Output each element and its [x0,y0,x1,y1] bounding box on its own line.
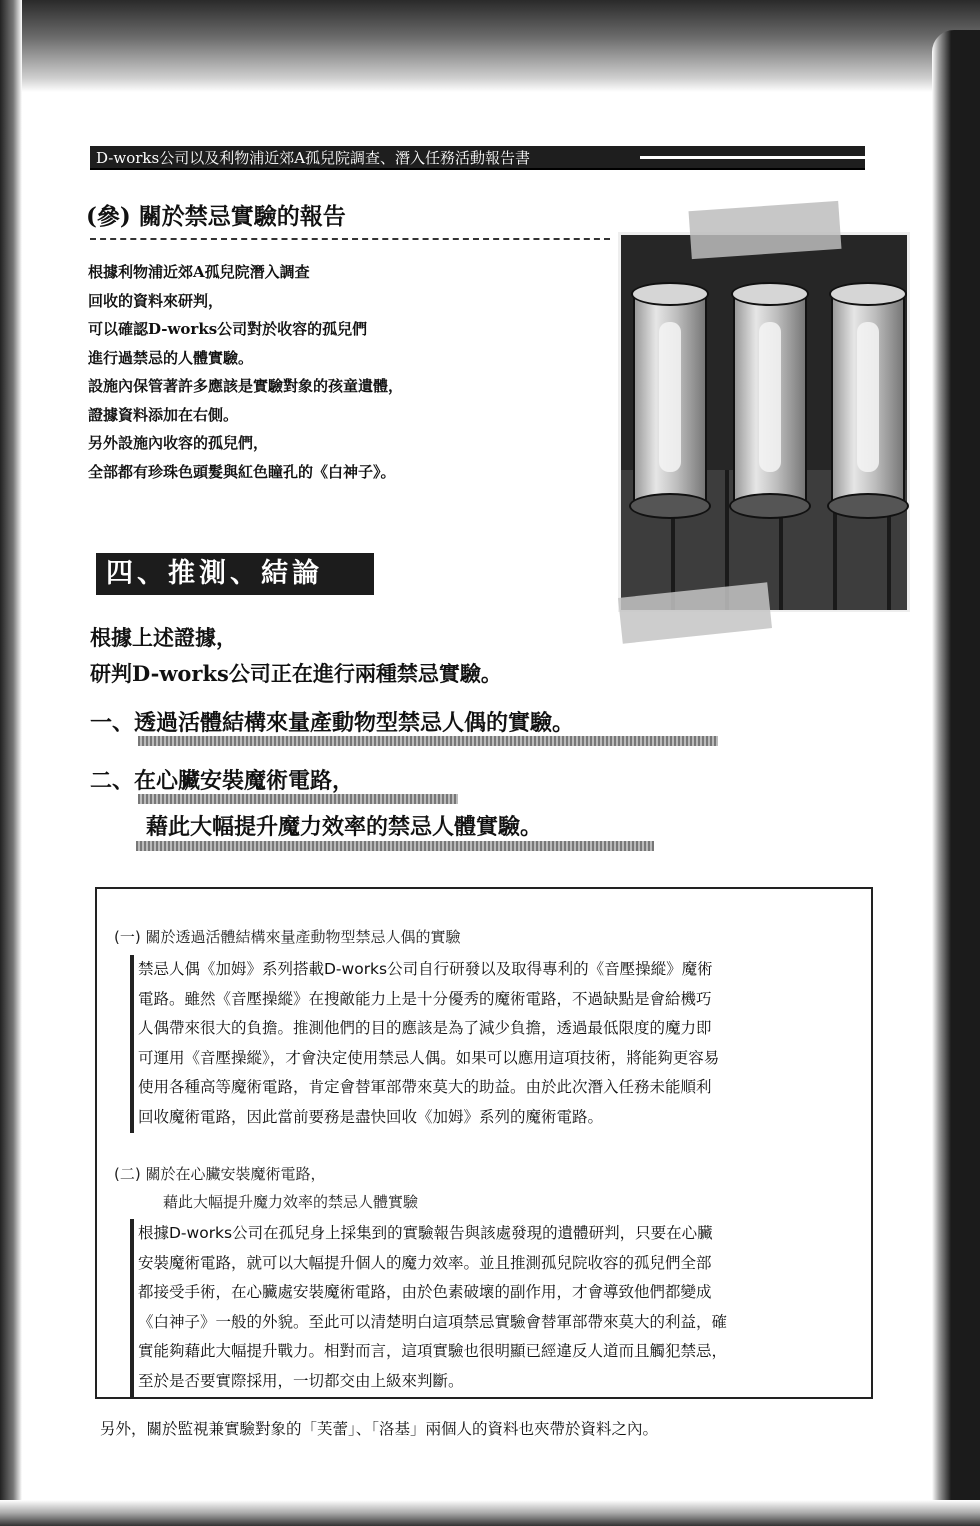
section3-line: 全部都有珍珠色頭髮與紅色瞳孔的《白神子》。 [88,462,396,481]
section3-line: 另外設施內收容的孤兒們， [88,434,269,452]
detail1-line: 使用各種高等魔術電路，肯定會替軍部帶來莫大的助益。由於此次潛入任務未能順利 [138,1078,712,1097]
header-rule [640,156,865,159]
specimen-figure [857,322,879,472]
detail2-line: 安裝魔術電路，就可以大幅提升個人的魔力效率。並且推測孤兒院收容的孤兒們全部 [138,1253,712,1272]
section3-title: (參) 關於禁忌實驗的報告 [86,203,346,230]
specimen-figure [659,322,681,472]
scan-edge-left [0,0,22,1526]
scan-edge-top [0,0,980,92]
section3-paragraph [88,258,528,486]
experiment-item-1: 一、透過活體結構來量產動物型禁忌人偶的實驗。 [90,710,575,736]
detail1-paragraph [130,955,858,1133]
detail2-line: 《白神子》一般的外貌。至此可以清楚明白這項禁忌實驗會替軍部帶來莫大的利益，確 [138,1312,728,1331]
detail2-line: 至於是否要實際採用，一切都交由上級來判斷。 [138,1371,464,1390]
section4-lead [90,620,502,692]
detail1-line: 禁忌人偶《加姆》系列搭載D-works公司自行研發以及取得專利的《音壓操縱》魔術 [138,960,713,978]
section3-line: 證據資料添加在右側。 [88,405,239,424]
report-header-text: D-works公司以及利物浦近郊A孤兒院調查、潛入任務活動報告書 [96,149,531,167]
specimen-tubes-photo [618,232,910,612]
specimen-tube [733,290,807,509]
scan-edge-right [932,30,980,1526]
section3-line: 根據利物浦近郊A孤兒院潛入調查 [88,263,310,281]
detail1-line: 電路。雖然《音壓操縱》在搜敵能力上是十分優秀的魔術電路，不過缺點是會給機巧 [138,989,712,1008]
item2-underline [138,794,458,804]
footnote: 另外，關於監視兼實驗對象的「芙蕾」、「洛基」兩個人的資料也夾帶於資料之內。 [100,1420,659,1438]
detail2-heading-line2: 藉此大幅提升魔力效率的禁忌人體實驗 [163,1193,419,1211]
section4-lead-line: 根據上述證據， [90,625,237,650]
detail1-line: 人偶帶來很大的負擔。推測他們的目的應該是為了減少負擔，透過最低限度的魔力即 [138,1019,712,1038]
section3-line: 可以確認D-works公司對於收容的孤兒們 [88,320,368,338]
section3-line: 回收的資料來研判， [88,291,224,310]
detail2-paragraph [130,1219,858,1397]
section3-line: 設施內保管著許多應該是實驗對象的孩童遺體， [88,377,404,395]
specimen-tube [831,290,905,509]
detail2-line: 實能夠藉此大幅提升戰力。相對而言，這項實驗也很明顯已經違反人道而且觸犯禁忌， [138,1342,728,1361]
detail1-line: 回收魔術電路，因此當前要務是盡快回收《加姆》系列的魔術電路。 [138,1107,604,1126]
scan-edge-bottom [0,1500,980,1526]
specimen-tube [633,290,707,509]
detail2-heading-line1: (二) 關於在心臟安裝魔術電路， [114,1165,326,1183]
experiment-item-2-line2: 藉此大幅提升魔力效率的禁忌人體實驗。 [146,814,543,840]
section4-lead-line: 研判D-works公司正在進行兩種禁忌實驗。 [90,661,502,686]
detail2-line: 根據D-works公司在孤兒身上採集到的實驗報告與該處發現的遺體研判，只要在心臟 [138,1224,713,1242]
detail1-line: 可運用《音壓操縱》，才會決定使用禁忌人偶。如果可以應用這項技術，將能夠更容易 [138,1048,720,1067]
detail1-heading: (一) 關於透過活體結構來量產動物型禁忌人偶的實驗 [114,928,461,946]
experiment-item-2-line1: 二、在心臟安裝魔術電路， [90,768,355,794]
item2b-underline [136,841,654,851]
detail2-line: 都接受手術，在心臟處安裝魔術電路，由於色素破壞的副作用，才會導致他們都變成 [138,1283,712,1302]
section3-dashed-rule [90,238,610,240]
section4-heading: 四、推測、結論 [96,553,374,595]
section3-line: 進行過禁忌的人體實驗。 [88,348,254,367]
item1-underline [138,736,718,746]
specimen-figure [759,322,781,472]
